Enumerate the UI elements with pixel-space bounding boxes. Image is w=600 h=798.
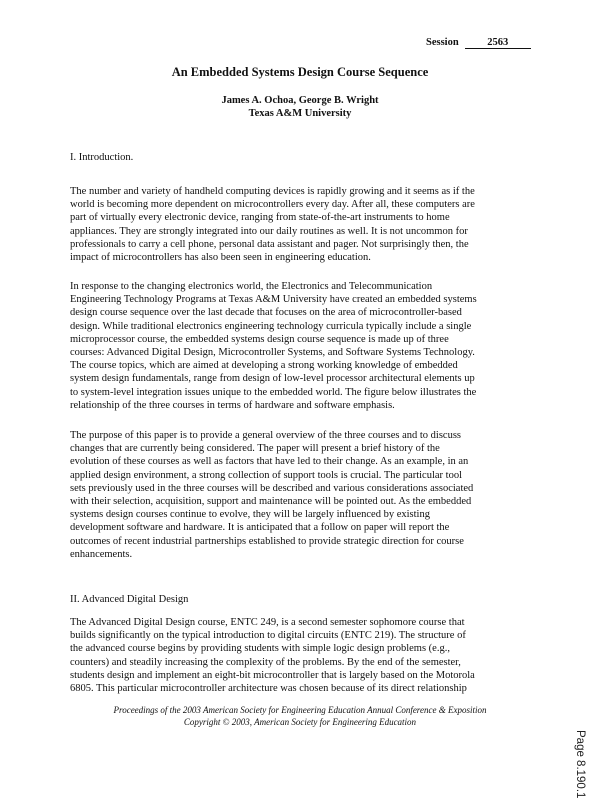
text-line: the advanced course begins by providing students with simple logic design problems (e.g., [70,643,450,655]
text-line: appliances. They are strongly integrated into our daily routines as well. It is not uncommon for [70,225,468,237]
session-number: 2563 [465,37,531,49]
text-line: world is becoming more dependent on microcontrollers every day. After all, these computers are [70,199,475,211]
text-line: design course sequence over the last decade that focuses on the area of microcontroller-based [70,307,462,319]
footer-copyright: Copyright © 2003, American Society for Engineering Education [183,717,417,727]
text-line: The course topics, which are aimed at developing a strong working knowledge of embedded [70,360,458,372]
text-line: systems design courses continue to evolve, they will be largely influenced by existing [70,509,430,521]
text-line: system design fundamentals, range from design of low-level processor architectural elements up [70,373,475,385]
text-line: students design and implement an eight-bit microcontroller that is largely based on the Motorola [70,669,475,681]
text-line: 6805. This particular microcontroller architecture was chosen because of its direct relationship [70,683,467,695]
intro-paragraph-2 [70,280,550,412]
text-line: applied design environment, a strong collection of support tools is crucial. The particular tool [70,469,463,481]
session-label: Session [426,37,459,48]
text-line: professionals to carry a cell phone, personal data assistant and pager. Not surprisingly then, the [70,238,469,250]
text-line: development software and hardware. It is anticipated that a follow on paper will report the [70,522,450,534]
text-line: enhancements. [70,548,133,560]
footer-proceedings: Proceedings of the 2003 American Society for Engineering Education Annual Conference & Exposition [113,705,487,715]
text-line: builds significantly on the typical introduction to digital circuits (ENTC 219). The structure of [70,630,466,642]
text-line: The number and variety of handheld computing devices is rapidly growing and it seems as if the [70,186,475,197]
text-line: evolution of these courses as well as factors that have led to their change. As an example, in an [70,456,469,468]
section-heading-introduction: I. Introduction. [70,152,134,163]
text-line: courses: Advanced Digital Design, Microcontroller Systems, and Software Systems Technology. [70,347,475,359]
text-line: design. While traditional electronics engineering technology curricula typically include a single [70,320,472,332]
intro-paragraph-1 [70,185,550,264]
session-header [426,37,531,49]
text-line: counters) and steadily increasing the complexity of the problems. By the end of the semester, [70,656,461,668]
text-line: The Advanced Digital Design course, ENTC 249, is a second semester sophomore course that [70,617,465,628]
text-line: changes that are currently being considered. The paper will present a brief history of the [70,443,440,455]
text-line: sets previously used in the three courses will be described and various considerations associated [70,482,474,494]
section-heading-advanced-digital-design: II. Advanced Digital Design [70,594,189,605]
proceedings-footer [0,704,600,728]
text-line: Engineering Technology Programs at Texas A&M University have created an embedded systems [70,294,477,306]
text-line: In response to the changing electronics world, the Electronics and Telecommunication [70,281,433,292]
text-line: with their selection, acquisition, support and maintenance will be pointed out. As the embedded [70,496,472,508]
paper-title: An Embedded Systems Design Course Sequence [171,65,429,79]
text-line: relationship of the three courses in terms of hardware and software emphasis. [70,399,395,411]
author-block [0,94,600,120]
text-line: The purpose of this paper is to provide a general overview of the three courses and to discuss [70,430,462,441]
text-line: microprocessor course, the embedded systems design course sequence is made up of three [70,333,449,345]
affiliation: Texas A&M University [248,108,352,119]
intro-paragraph-3 [70,429,550,561]
text-line: part of virtually every electronic device, ranging from state-of-the-art instruments to home [70,212,450,224]
page-number-stamp: Page 8.190.1 [574,730,586,798]
author-names: James A. Ochoa, George B. Wright [221,95,379,106]
text-line: outcomes of recent industrial partnerships established to provide strategic direction for course [70,535,464,547]
text-line: to system-level integration issues unique to the embedded world. The figure below illustrates the [70,386,477,398]
text-line: impact of microcontrollers has also been seen in engineering education. [70,252,371,264]
add-paragraph-1 [70,616,550,695]
